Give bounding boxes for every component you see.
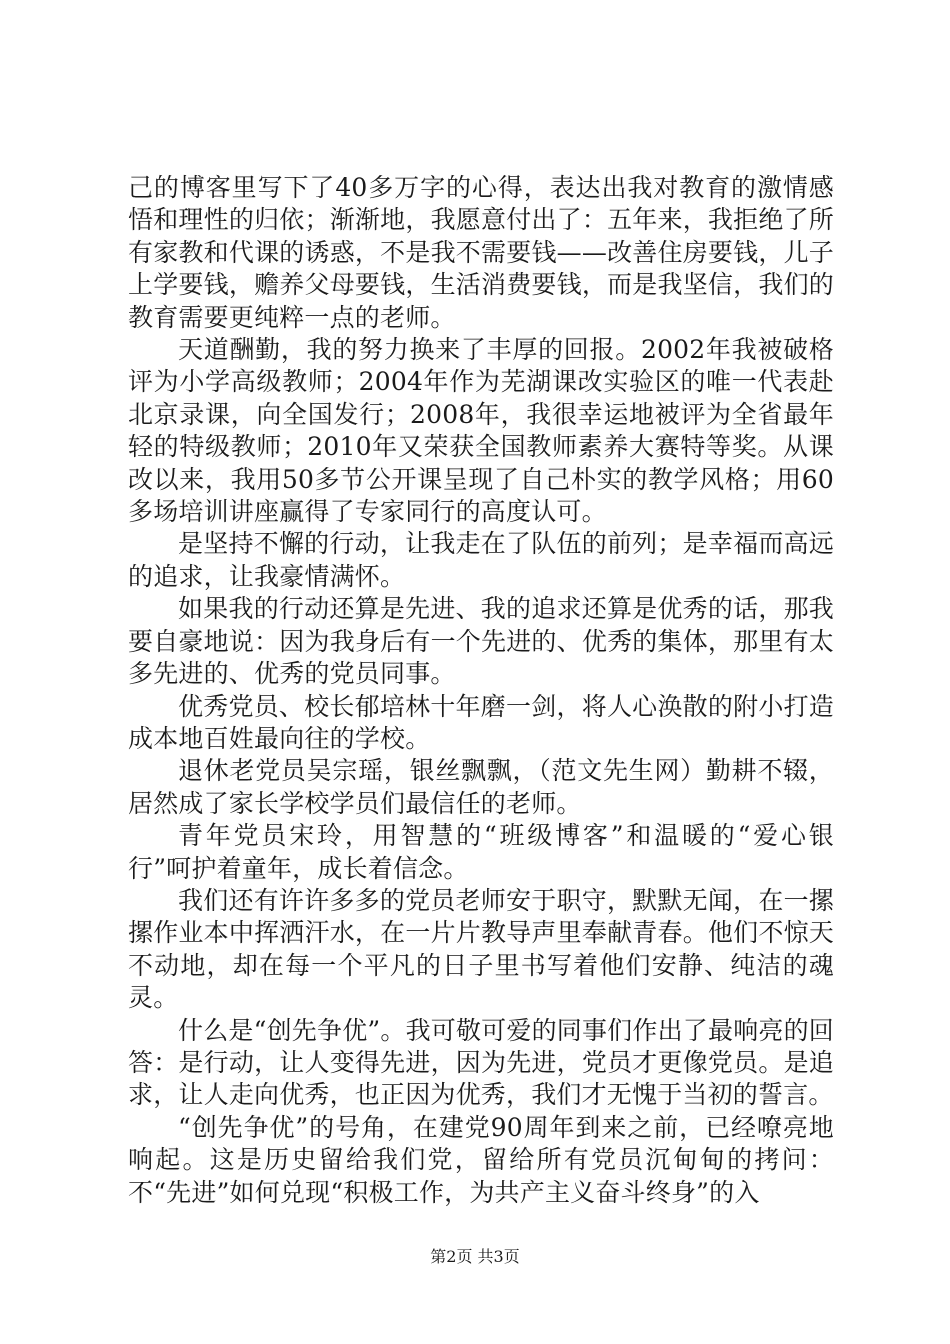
- paragraph: 是坚持不懈的行动，让我走在了队伍的前列；是幸福而高远的追求，让我豪情满怀。: [128, 529, 834, 591]
- paragraph: “创先争优”的号角，在建党90周年到来之前，已经嘹亮地响起。这是历史留给我们党，留给所有党员沉甸甸的拷问：不“先进”如何兑现“积极工作，为共产主义奋斗终身”的入: [128, 1112, 834, 1207]
- paragraph: 退休老党员吴宗瑶，银丝飘飘，（范文先生网）勤耕不辍，居然成了家长学校学员们最信任的老师。: [128, 756, 834, 818]
- paragraph: 什么是“创先争优”。我可敬可爱的同事们作出了最响亮的回答：是行动，让人变得先进，因为先进，党员才更像党员。是追求，让人走向优秀，也正因为优秀，我们才无愧于当初的誓言。: [128, 1015, 834, 1110]
- paragraph: 优秀党员、校长郁培林十年磨一剑，将人心涣散的附小打造成本地百姓最向往的学校。: [128, 691, 834, 753]
- paragraph: 天道酬勤，我的努力换来了丰厚的回报。2002年我被破格评为小学高级教师；2004年作为芜湖课改实验区的唯一代表赴北京录课，向全国发行；2008年，我很幸运地被评为全省最年轻的特级教师；2010年又荣获全国教师素养大赛特等奖。从课改以来，我用50多节公开课呈现了自己朴实的教学风格；用60多场培训讲座赢得了专家同行的高度认可。: [128, 335, 834, 527]
- paragraph: 青年党员宋玲，用智慧的“班级博客”和温暖的“爱心银行”呵护着童年，成长着信念。: [128, 821, 834, 883]
- paragraph: 如果我的行动还算是先进、我的追求还算是优秀的话，那我要自豪地说：因为我身后有一个先进的、优秀的集体，那里有太多先进的、优秀的党员同事。: [128, 594, 834, 689]
- page-footer: 第2页 共3页: [430, 1247, 520, 1266]
- body-text: [128, 172, 834, 1209]
- paragraph: 己的博客里写下了40多万字的心得，表达出我对教育的激情感悟和理性的归依；渐渐地，我愿意付出了：五年来，我拒绝了所有家教和代课的诱惑，不是我不需要钱——改善住房要钱，儿子上学要钱，赡养父母要钱，生活消费要钱，而是我坚信，我们的教育需要更纯粹一点的老师。: [128, 173, 834, 332]
- paragraph: 我们还有许许多多的党员老师安于职守，默默无闻，在一摞摞作业本中挥洒汗水，在一片片教导声里奉献青春。他们不惊天不动地，却在每一个平凡的日子里书写着他们安静、纯洁的魂灵。: [128, 885, 834, 1013]
